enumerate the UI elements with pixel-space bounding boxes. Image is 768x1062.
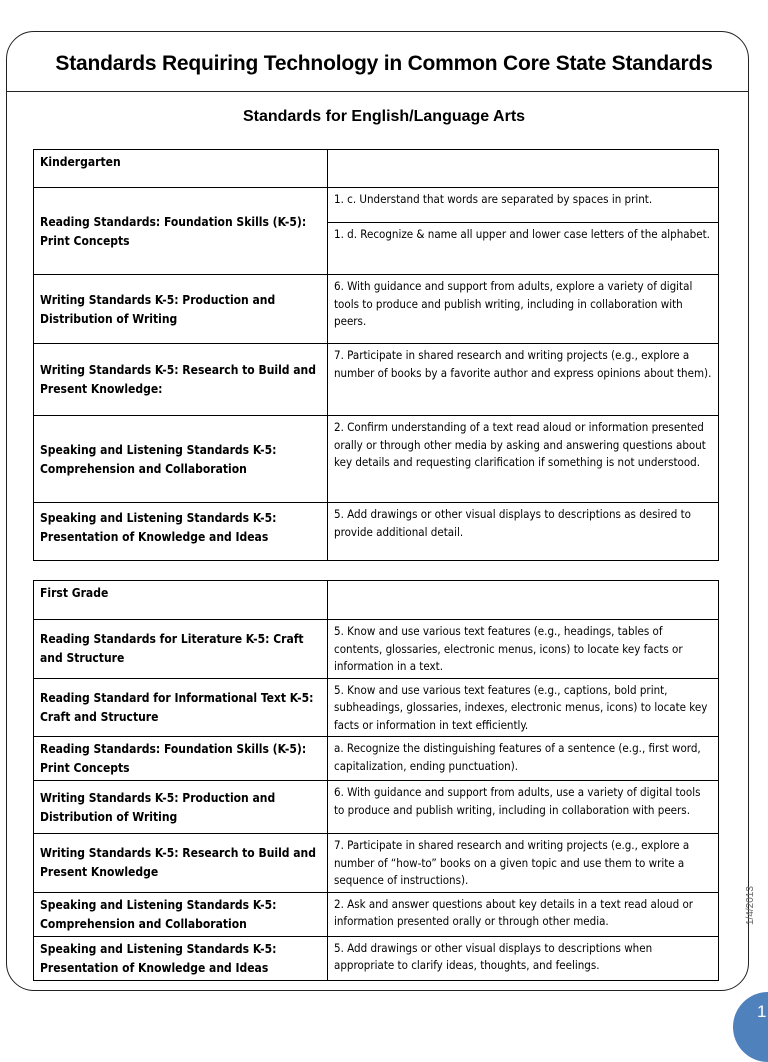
table-row	[34, 150, 719, 188]
kindergarten-table	[33, 149, 719, 561]
standard-text: a. Recognize the distinguishing features of a sentence (e.g., first word, capitalization, ending punctuation).	[328, 737, 719, 781]
table-row	[34, 188, 719, 223]
table-row	[34, 275, 719, 344]
empty-cell	[328, 581, 719, 620]
standard-label: Writing Standards K-5: Production and Distribution of Writing	[34, 781, 328, 834]
standard-text: 2. Ask and answer questions about key details in a text read aloud or information presented orally or through other media.	[328, 892, 719, 936]
standard-text: 1. d. Recognize & name all upper and lower case letters of the alphabet.	[328, 223, 719, 275]
standard-text: 2. Confirm understanding of a text read aloud or information presented orally or through other media by asking and answering questions about key details and requesting clarification if something is not understood.	[328, 416, 719, 503]
standard-text: 5. Add drawings or other visual displays to descriptions when appropriate to clarify ideas, thoughts, and feelings.	[328, 936, 719, 980]
table-row	[34, 834, 719, 893]
table-row	[34, 503, 719, 561]
standard-label: Speaking and Listening Standards K-5: Comprehension and Collaboration	[34, 416, 328, 503]
table-row	[34, 344, 719, 416]
standard-text: 5. Add drawings or other visual displays to descriptions as desired to provide additional detail.	[328, 503, 719, 561]
title-divider	[6, 91, 749, 92]
standard-label: Speaking and Listening Standards K-5: Presentation of Knowledge and Ideas	[34, 503, 328, 561]
table-row	[34, 781, 719, 834]
standard-label: Speaking and Listening Standards K-5: Presentation of Knowledge and Ideas	[34, 936, 328, 980]
standard-text: 6. With guidance and support from adults, use a variety of digital tools to produce and publish writing, including in collaboration with peers.	[328, 781, 719, 834]
standard-label: Speaking and Listening Standards K-5: Comprehension and Collaboration	[34, 892, 328, 936]
standard-text: 1. c. Understand that words are separated by spaces in print.	[328, 188, 719, 223]
table-row	[34, 581, 719, 620]
standard-label: Writing Standards K-5: Production and Distribution of Writing	[34, 275, 328, 344]
standard-text: 5. Know and use various text features (e.g., captions, bold print, subheadings, glossaries, indexes, electronic menus, icons) to locate key facts or information in text efficiently.	[328, 678, 719, 737]
section-subtitle: Standards for English/Language Arts	[242, 108, 526, 125]
standard-label: Reading Standard for Informational Text K-5: Craft and Structure	[34, 678, 328, 737]
footer-date: 1/4/2013	[745, 886, 756, 925]
standard-text: 5. Know and use various text features (e.g., headings, tables of contents, glossaries, electronic menus, icons) to locate key facts or information in a text.	[328, 620, 719, 679]
standard-label: Reading Standards: Foundation Skills (K-5): Print Concepts	[34, 188, 328, 275]
table-row	[34, 416, 719, 503]
table-row	[34, 936, 719, 980]
page-title: Standards Requiring Technology in Common Core State Standards	[55, 52, 713, 75]
standard-text: 6. With guidance and support from adults, explore a variety of digital tools to produce and publish writing, including in collaboration with peers.	[328, 275, 719, 344]
standard-text: 7. Participate in shared research and writing projects (e.g., explore a number of books by a favorite author and express opinions about them).	[328, 344, 719, 416]
standard-label: Reading Standards: Foundation Skills (K-5): Print Concepts	[34, 737, 328, 781]
grade-heading: Kindergarten	[34, 150, 328, 188]
empty-cell	[328, 150, 719, 188]
standard-label: Reading Standards for Literature K-5: Craft and Structure	[34, 620, 328, 679]
table-row	[34, 678, 719, 737]
page-number: 1	[757, 1002, 767, 1021]
table-row	[34, 892, 719, 936]
first-grade-table	[33, 580, 719, 981]
standard-label: Writing Standards K-5: Research to Build and Present Knowledge	[34, 834, 328, 893]
table-row	[34, 620, 719, 679]
grade-heading: First Grade	[34, 581, 328, 620]
standard-text: 7. Participate in shared research and writing projects (e.g., explore a number of “how-to” books on a given topic and use them to write a sequence of instructions).	[328, 834, 719, 893]
standard-label: Writing Standards K-5: Research to Build and Present Knowledge:	[34, 344, 328, 416]
table-row	[34, 737, 719, 781]
